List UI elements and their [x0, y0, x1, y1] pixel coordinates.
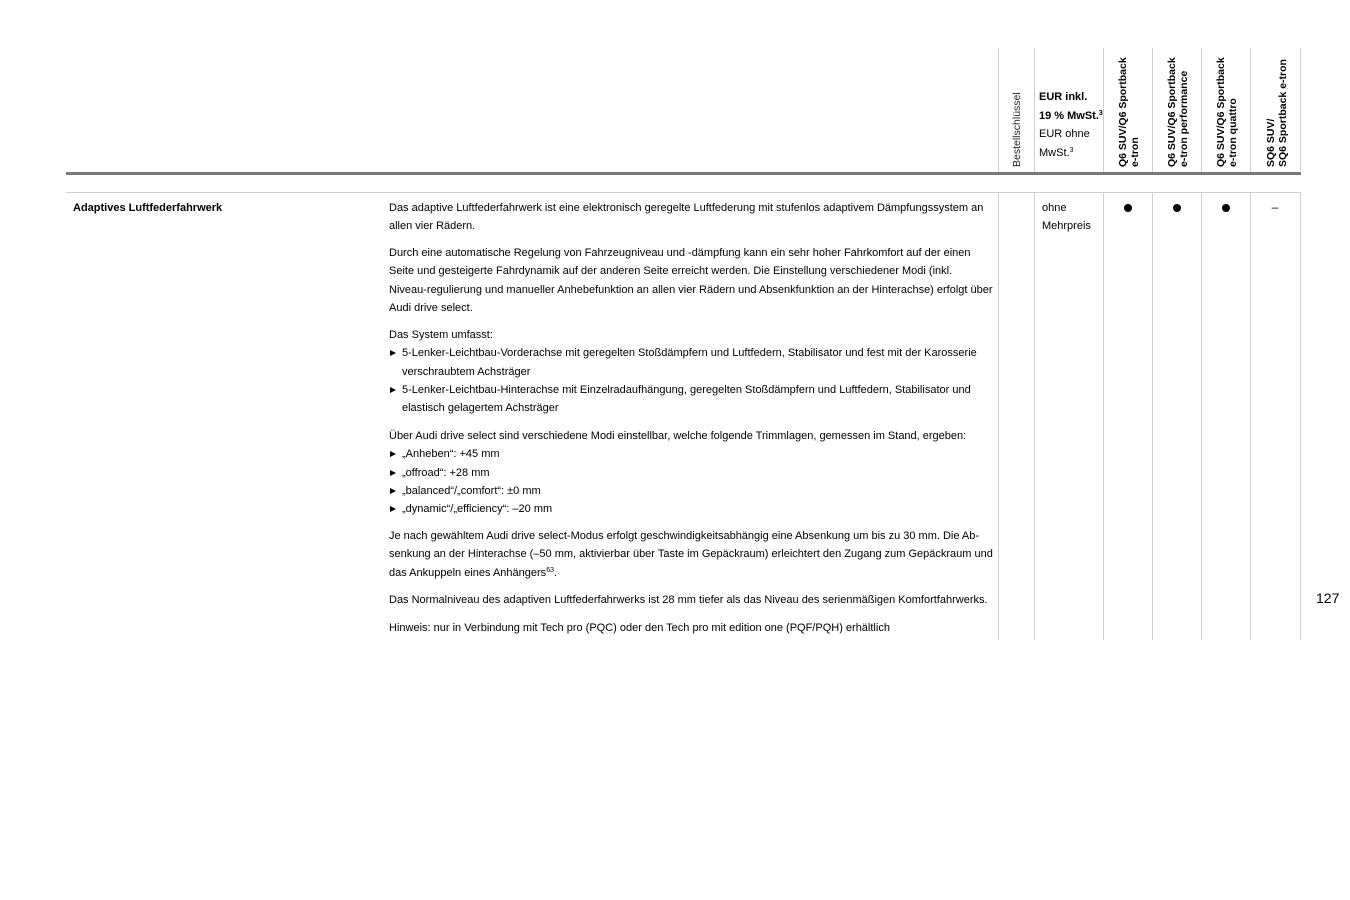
- availability-mark: [1104, 199, 1152, 215]
- column-divider: [1034, 48, 1035, 173]
- column-divider: [1152, 193, 1153, 640]
- column-divider: [998, 48, 999, 173]
- description-paragraph: Über Audi drive select sind verschiedene Modi einstellbar, welche folgende Trimmlagen, gemessen im Stand, ergeben:: [389, 430, 967, 442]
- feature-description: [389, 326, 993, 417]
- page-number: 127: [1316, 590, 1340, 606]
- trim-level-list: [389, 445, 993, 518]
- price-header: EUR inkl. 19 % MwSt.$^3$ EUR ohne MwSt.$^3$: [1039, 91, 1103, 159]
- row-rule: [66, 192, 1301, 193]
- description-paragraph: Das System umfasst:: [389, 329, 493, 341]
- feature-description: [389, 244, 993, 317]
- column-divider: [1300, 193, 1301, 640]
- column-divider: [1250, 48, 1251, 173]
- description-paragraph: Das Normalniveau des adaptiven Luftfederfahrwerks ist 28 mm tiefer als das Niveau des serienmäßigen Komfortfahrwerks.: [389, 594, 988, 606]
- column-divider: [1034, 193, 1035, 640]
- price-value: ohne Mehrpreis: [1042, 202, 1091, 233]
- description-paragraph: Hinweis: nur in Verbindung mit Tech pro (PQC) oder den Tech pro mit edition one (PQF/PQH) erhältlich: [389, 622, 890, 634]
- column-divider: [1300, 48, 1301, 173]
- feature-note: [389, 619, 993, 637]
- availability-mark: –: [1271, 200, 1279, 214]
- list-item: 5-Lenker-Leichtbau-Vorderachse mit geregelten Stoßdämpfern und Luftfedern, Stabilisator und fest mit der Karosserie verschraubtem Achsträger: [389, 344, 993, 381]
- description-paragraph: Das adaptive Luftfederfahrwerk ist eine elektronisch geregelte Luftfederung mit stufenlos adaptivem Dämpfungssystem an allen vier Rädern.: [389, 202, 984, 233]
- feature-description: [389, 199, 993, 236]
- list-item: „offroad“: +28 mm: [389, 464, 993, 482]
- description-paragraph: Je nach gewähltem Audi drive select-Modus erfolgt geschwindigkeitsabhängig eine Absenkung um bis zu 30 mm. Die Ab-senkung an der Hinterachse (–50 mm, aktivierbar über Taste im Gepäckraum) erleichtert den Zugang zum Gepäckraum und das Ankuppeln eines Anhängers$^{63}$.: [389, 530, 993, 579]
- availability-mark: [1153, 199, 1201, 215]
- column-divider: [1201, 48, 1202, 173]
- component-list: [389, 344, 993, 417]
- column-divider: [1250, 193, 1251, 640]
- list-item: „dynamic“/„efficiency“: –20 mm: [389, 500, 993, 518]
- model-header-q6-etron-performance: Q6 SUV/Q6 Sportback e-tron performance: [1166, 57, 1190, 167]
- list-item: „balanced“/„comfort“: ±0 mm: [389, 482, 993, 500]
- availability-mark: [1202, 199, 1250, 215]
- column-divider: [1103, 193, 1104, 640]
- list-item: 5-Lenker-Leichtbau-Hinterachse mit Einzelradaufhängung, geregelten Stoßdämpfern und Luftfedern, Stabilisator und elastisch gelagertem Achsträger: [389, 381, 993, 418]
- column-divider: [998, 193, 999, 640]
- model-header-q6-etron: Q6 SUV/Q6 Sportback e-tron: [1117, 57, 1141, 167]
- feature-title: Adaptives Luftfederfahrwerk: [73, 202, 223, 214]
- column-divider: [1152, 48, 1153, 173]
- order-key-header: Bestellschlüssel: [1011, 92, 1023, 167]
- feature-description: [389, 527, 993, 582]
- header-rule: [66, 172, 1301, 175]
- feature-description: [389, 427, 993, 518]
- description-paragraph: Durch eine automatische Regelung von Fahrzeugniveau und -dämpfung kann ein sehr hoher Fahrkomfort auf der einen Seite und gesteigerte Fahrdynamik auf der anderen Seite erreicht werden. Die Einstellung verschiedener Modi (inkl. Niveau-regulierung und manueller Anhebefunktion an allen vier Rädern und Absenkfunktion an der Hinterachse) erfolgt über Audi drive select.: [389, 247, 993, 314]
- model-header-sq6-etron: SQ6 SUV/ SQ6 Sportback e-tron: [1265, 59, 1289, 167]
- column-divider: [1103, 48, 1104, 173]
- feature-description: [389, 591, 993, 609]
- list-item: „Anheben“: +45 mm: [389, 445, 993, 463]
- column-divider: [1201, 193, 1202, 640]
- model-header-q6-etron-quattro: Q6 SUV/Q6 Sportback e-tron quattro: [1215, 57, 1239, 167]
